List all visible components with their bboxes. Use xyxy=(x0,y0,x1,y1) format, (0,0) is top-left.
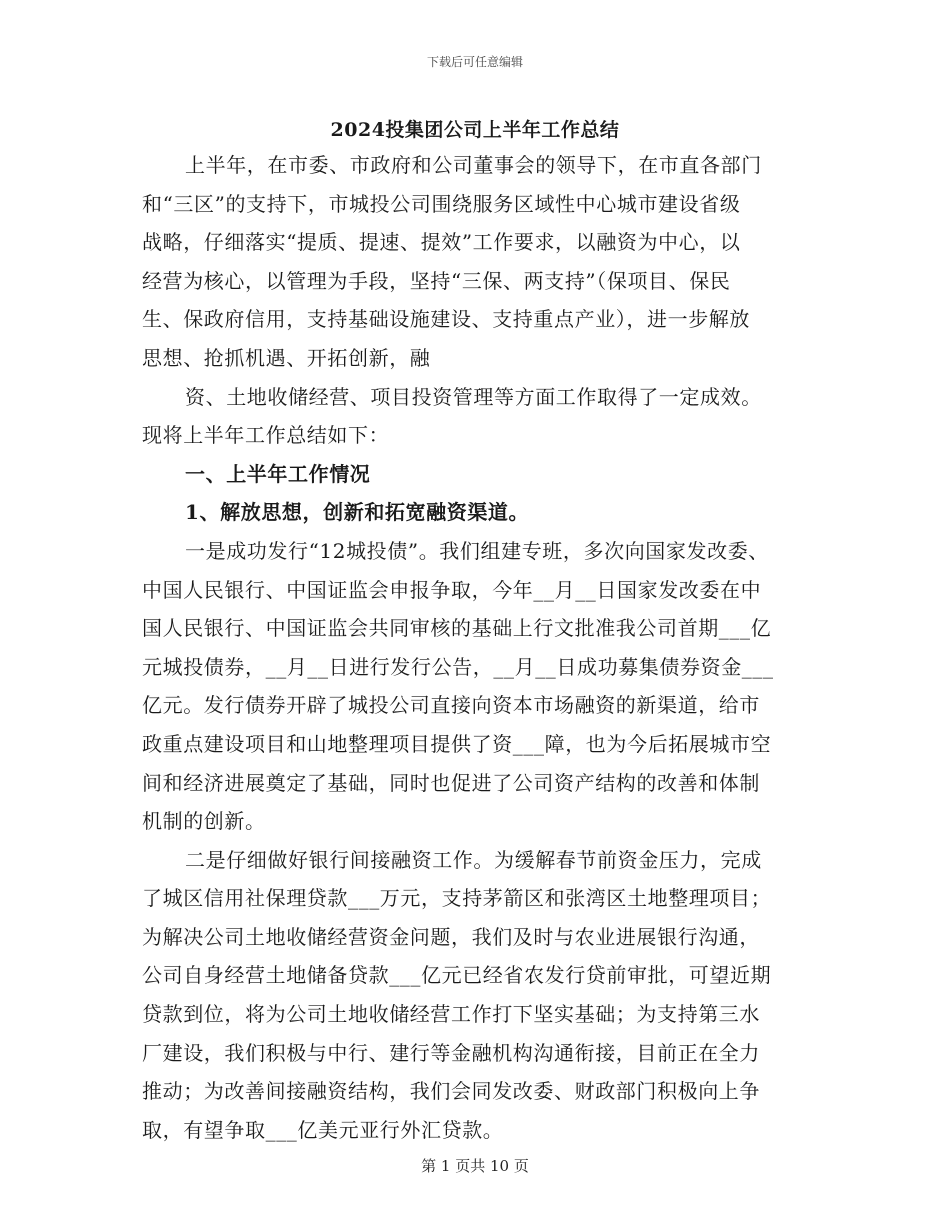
paragraph-line: 资、土地收储经营、项目投资管理等方面工作取得了一定成效。 xyxy=(185,384,762,409)
paragraph-line: 机制的创新。 xyxy=(142,809,266,834)
paragraph-line: 为解决公司土地收储经营资金问题，我们及时与农业进展银行沟通， xyxy=(142,924,760,949)
page-header: 下载后可任意编辑 xyxy=(426,55,523,69)
subsection-heading: 1、解放思想，创新和拓宽融资渠道。 xyxy=(185,500,530,525)
paragraph-line: 中国人民银行、中国证监会申报争取，今年__月__日国家发改委在中 xyxy=(142,577,762,602)
paragraph-line: 推动；为改善间接融资结构，我们会同发改委、财政部门积极向上争 xyxy=(142,1079,760,1104)
paragraph-line: 现将上半年工作总结如下： xyxy=(142,423,390,448)
paragraph-line: 亿元。发行债券开辟了城投公司直接向资本市场融资的新渠道，给市 xyxy=(142,693,760,718)
paragraph-line: 政重点建设项目和山地整理项目提供了资___障，也为今后拓展城市空 xyxy=(142,731,772,756)
paragraph-line: 战略，仔细落实“提质、提速、提效”工作要求，以融资为中心，以 xyxy=(142,230,741,255)
paragraph-line: 间和经济进展奠定了基础，同时也促进了公司资产结构的改善和体制 xyxy=(142,770,760,795)
paragraph-line: 二是仔细做好银行间接融资工作。为缓解春节前资金压力，完成 xyxy=(185,847,762,872)
paragraph-line: 了城区信用社保理贷款___万元，支持茅箭区和张湾区土地整理项目； xyxy=(142,886,772,911)
paragraph-line: 经营为核心，以管理为手段，坚持“三保、两支持”（保项目、保民 xyxy=(142,268,731,293)
paragraph-line: 贷款到位，将为公司土地收储经营工作打下坚实基础；为支持第三水 xyxy=(142,1002,760,1027)
document-title: 2024投集团公司上半年工作总结 xyxy=(330,119,620,141)
paragraph-line: 思想、抢抓机遇、开拓创新，融 xyxy=(142,345,431,370)
paragraph-line: 厂建设，我们积极与中行、建行等金融机构沟通衔接，目前正在全力 xyxy=(142,1040,760,1065)
paragraph-line: 取，有望争取___亿美元亚行外汇贷款。 xyxy=(142,1117,504,1142)
paragraph-line: 上半年，在市委、市政府和公司董事会的领导下，在市直各部门 xyxy=(185,153,762,177)
page-footer: 第 1 页共 10 页 xyxy=(421,1157,529,1175)
paragraph-line: 生、保政府信用，支持基础设施建设、支持重点产业），进一步解放 xyxy=(142,307,750,332)
document-body xyxy=(142,146,832,1149)
section-heading: 一、上半年工作情况 xyxy=(185,461,371,486)
paragraph-line: 国人民银行、中国证监会共同审核的基础上行文批准我公司首期___亿 xyxy=(142,616,772,641)
paragraph-line: 公司自身经营土地储备贷款___亿元已经省农发行贷前审批，可望近期 xyxy=(142,963,772,988)
paragraph-line: 一是成功发行“12城投债”。我们组建专班，多次向国家发改委、 xyxy=(185,538,769,563)
paragraph-line: 和“三区”的支持下，市城投公司围绕服务区域性中心城市建设省级 xyxy=(142,191,741,216)
paragraph-line: 元城投债券，__月__日进行发行公告，__月__日成功募集债券资金___ xyxy=(142,654,774,679)
